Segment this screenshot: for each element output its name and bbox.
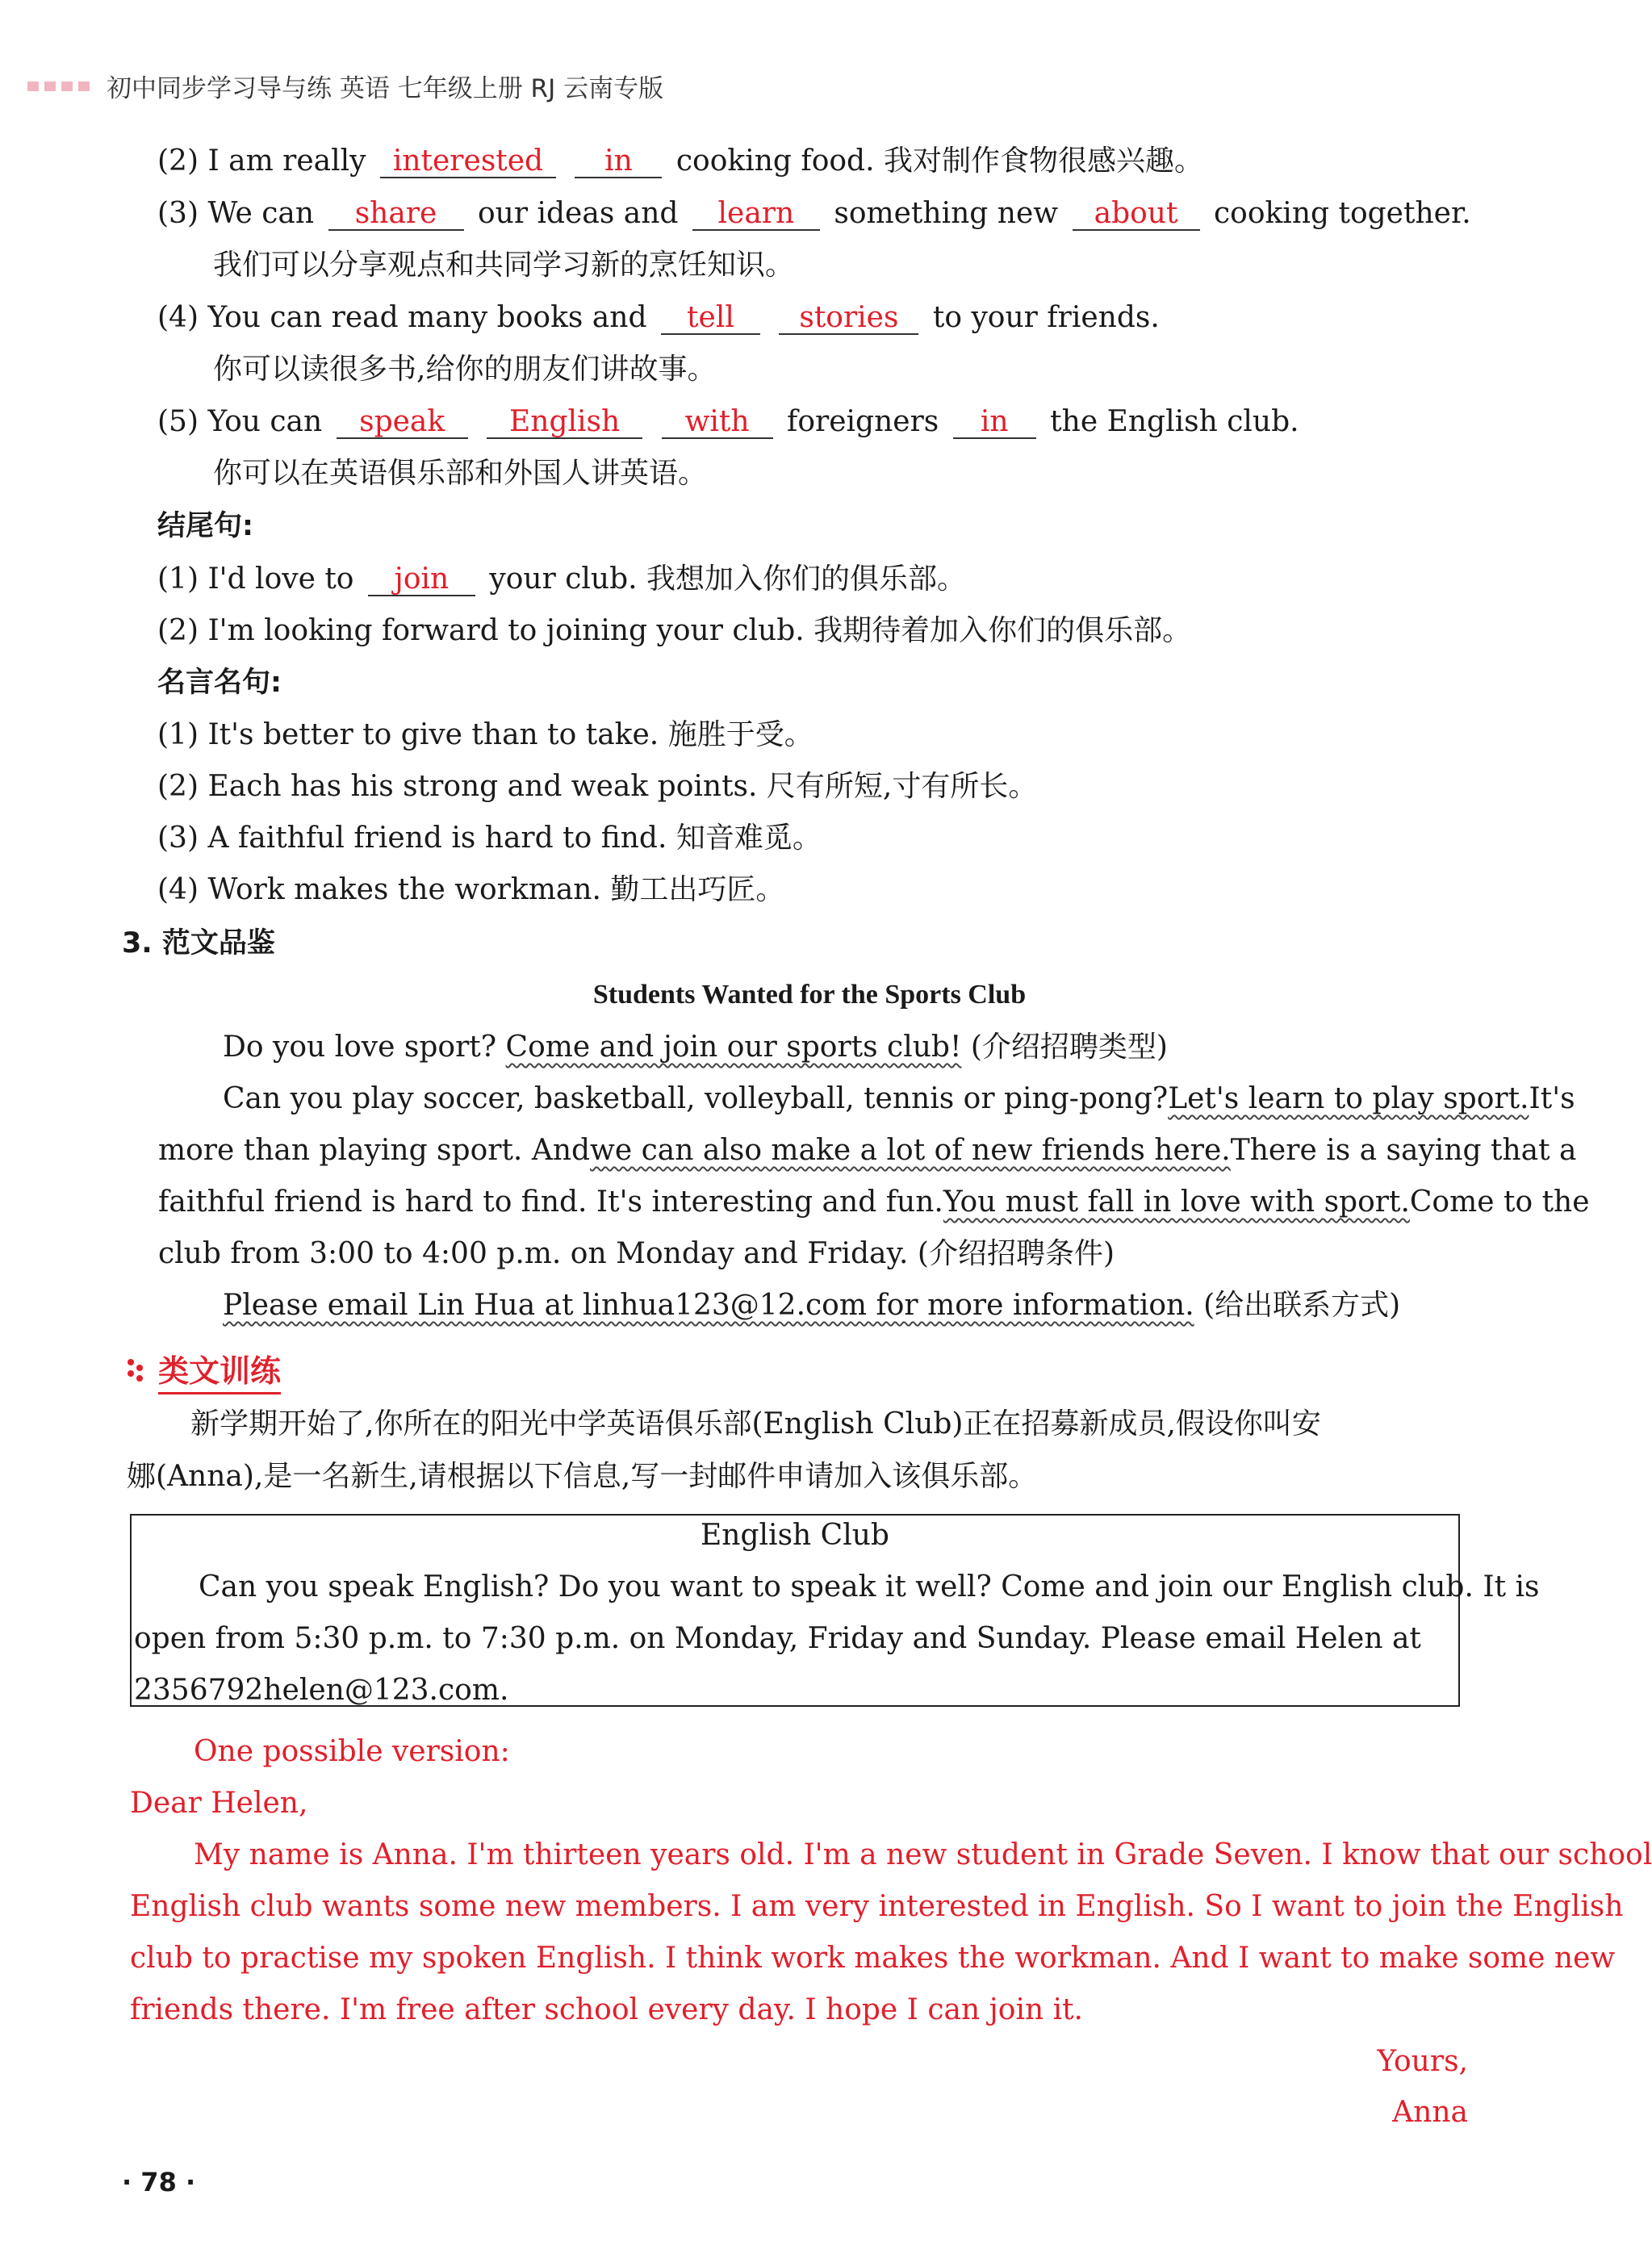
model-text: Do you love sport? <box>223 1031 497 1064</box>
model-section-heading: 3. 范文品鉴 <box>122 927 275 960</box>
sentence-number: (3) <box>157 197 199 230</box>
answer-blank: share <box>328 199 464 231</box>
model-text: It's <box>1529 1082 1575 1115</box>
answer-blank: in <box>953 407 1036 439</box>
sentence-text: We can <box>207 197 315 230</box>
model-text: more than playing sport. And <box>158 1134 591 1167</box>
page-number: · 78 · <box>122 2167 196 2197</box>
answer-line-1: My name is Anna. I'm thirteen years old. I'm a new student in Grade Seven. I know that our school <box>194 1838 1652 1871</box>
quote-text: Work makes the workman. 勤工出巧匠。 <box>207 873 785 906</box>
sentence-number: (2) <box>157 144 199 178</box>
sentence-3 <box>157 197 1471 231</box>
quote-item <box>157 873 784 906</box>
model-text: Can you play soccer, basketball, volleyball, tennis or ping-pong? <box>223 1082 1169 1115</box>
info-box-title: English Club <box>701 1519 889 1552</box>
answer-blank: about <box>1073 199 1200 231</box>
sentence-text: to your friends. <box>932 301 1160 334</box>
quote-number: (4) <box>157 873 199 906</box>
sentence-text: I am really <box>207 144 366 178</box>
quote-text: It's better to give than to take. 施胜于受。 <box>207 718 813 751</box>
quote-item <box>157 770 1037 803</box>
sentence-number: (1) <box>157 562 199 596</box>
answer-blank: English <box>487 407 642 439</box>
answer-line-4: friends there. I'm free after school every day. I hope I can join it. <box>130 1993 1084 2026</box>
model-note: (给出联系方式) <box>1203 1289 1401 1322</box>
answer-blank: learn <box>692 199 820 231</box>
header-title: 初中同步学习导与练 英语 七年级上册 RJ 云南专版 <box>107 74 664 103</box>
quote-number: (2) <box>157 770 199 803</box>
answer-blank: join <box>368 564 475 596</box>
sentence-text: your club. 我想加入你们的俱乐部。 <box>489 562 967 596</box>
training-title: 类文训练 <box>158 1346 281 1394</box>
quote-item <box>157 718 813 751</box>
header-square-icon <box>78 82 90 91</box>
sentence-text: something new <box>834 197 1059 230</box>
training-prompt-line-1: 新学期开始了,你所在的阳光中学英语俱乐部(English Club)正在招募新成员,假设你叫安 <box>190 1407 1321 1440</box>
info-box-line-2: open from 5:30 p.m. to 7:30 p.m. on Monday, Friday and Sunday. Please email Helen at <box>134 1622 1421 1655</box>
sentence-text: the English club. <box>1050 405 1299 438</box>
ending-sentence-2 <box>157 614 1191 647</box>
sentence-5-translation: 你可以在英语俱乐部和外国人讲英语。 <box>213 457 708 490</box>
ending-heading: 结尾句: <box>157 510 253 542</box>
model-line-6 <box>223 1289 1400 1322</box>
answer-greeting: Dear Helen, <box>130 1787 308 1820</box>
model-highlight: You must fall in love with sport. <box>943 1185 1410 1219</box>
answer-line-2: English club wants some new members. I am very interested in English. So I want to join the English <box>130 1890 1624 1923</box>
model-line-5: club from 3:00 to 4:00 p.m. on Monday and Friday. (介绍招聘条件) <box>158 1237 1115 1270</box>
model-highlight: we can also make a lot of new friends here. <box>590 1134 1231 1167</box>
model-line-1 <box>223 1031 1168 1064</box>
model-text: Come to the <box>1409 1185 1590 1219</box>
answer-blank: in <box>575 146 662 178</box>
answer-label: One possible version: <box>194 1735 510 1768</box>
quotes-heading: 名言名句: <box>157 667 282 699</box>
sentence-text: foreigners <box>787 405 939 438</box>
model-text: There is a saying that a <box>1230 1134 1577 1167</box>
sentence-number: (2) <box>157 614 199 647</box>
model-highlight: Let's learn to play sport. <box>1168 1082 1529 1115</box>
sentence-text: cooking food. 我对制作食物很感兴趣。 <box>675 144 1203 178</box>
header-square-icon <box>61 82 73 91</box>
running-header <box>27 68 663 104</box>
model-text: faithful friend is hard to find. It's interesting and fun. <box>158 1185 943 1219</box>
answer-closing: Yours, <box>1377 2045 1468 2078</box>
quote-number: (3) <box>157 822 199 855</box>
model-line-2 <box>223 1082 1575 1115</box>
sentence-number: (5) <box>157 405 199 438</box>
ending-sentence-1 <box>157 562 966 596</box>
header-square-icon <box>27 82 39 91</box>
info-box-line-1: Can you speak English? Do you want to speak it well? Come and join our English club. It is <box>199 1570 1540 1603</box>
sentence-2 <box>157 144 1203 178</box>
sentence-3-translation: 我们可以分享观点和共同学习新的烹饪知识。 <box>213 249 795 282</box>
answer-blank: tell <box>661 303 760 335</box>
answer-blank: stories <box>779 303 918 335</box>
answer-blank: speak <box>337 407 468 439</box>
sentence-5 <box>157 405 1299 439</box>
quote-item <box>157 822 822 855</box>
sentence-text: I'd love to <box>207 562 354 596</box>
sentence-text: our ideas and <box>477 197 679 230</box>
sentence-text: You can <box>207 405 323 438</box>
answer-blank: with <box>662 407 773 439</box>
model-title: Students Wanted for the Sports Club <box>592 980 1027 1010</box>
sentence-number: (4) <box>157 301 199 334</box>
answer-line-3: club to practise my spoken English. I think work makes the workman. And I want to make some new <box>130 1942 1616 1975</box>
sentence-4 <box>157 301 1160 335</box>
answer-blank: interested <box>380 146 556 178</box>
quote-text: Each has his strong and weak points. 尺有所短,寸有所长。 <box>207 770 1038 803</box>
answer-signature: Anna <box>1392 2096 1468 2129</box>
sentence-text: I'm looking forward to joining your club. 我期待着加入你们的俱乐部。 <box>207 614 1192 647</box>
model-note: (介绍招聘类型) <box>970 1031 1168 1064</box>
training-prompt-line-2: 娜(Anna),是一名新生,请根据以下信息,写一封邮件申请加入该俱乐部。 <box>127 1460 1038 1493</box>
model-line-4 <box>158 1185 1590 1219</box>
header-square-icon <box>44 82 56 91</box>
sentence-text: You can read many books and <box>207 301 647 334</box>
model-highlight: Come and join our sports club! <box>505 1031 962 1064</box>
quote-number: (1) <box>157 718 199 751</box>
section-dots-icon <box>128 1356 148 1380</box>
model-line-3 <box>158 1134 1577 1167</box>
model-highlight: Please email Lin Hua at linhua123@12.com for more information. <box>223 1289 1194 1322</box>
quote-text: A faithful friend is hard to find. 知音难觅。 <box>207 822 822 855</box>
sentence-text: cooking together. <box>1213 197 1471 230</box>
info-box-line-3: 2356792helen@123.com. <box>134 1674 509 1707</box>
sentence-4-translation: 你可以读很多书,给你的朋友们讲故事。 <box>213 353 717 386</box>
